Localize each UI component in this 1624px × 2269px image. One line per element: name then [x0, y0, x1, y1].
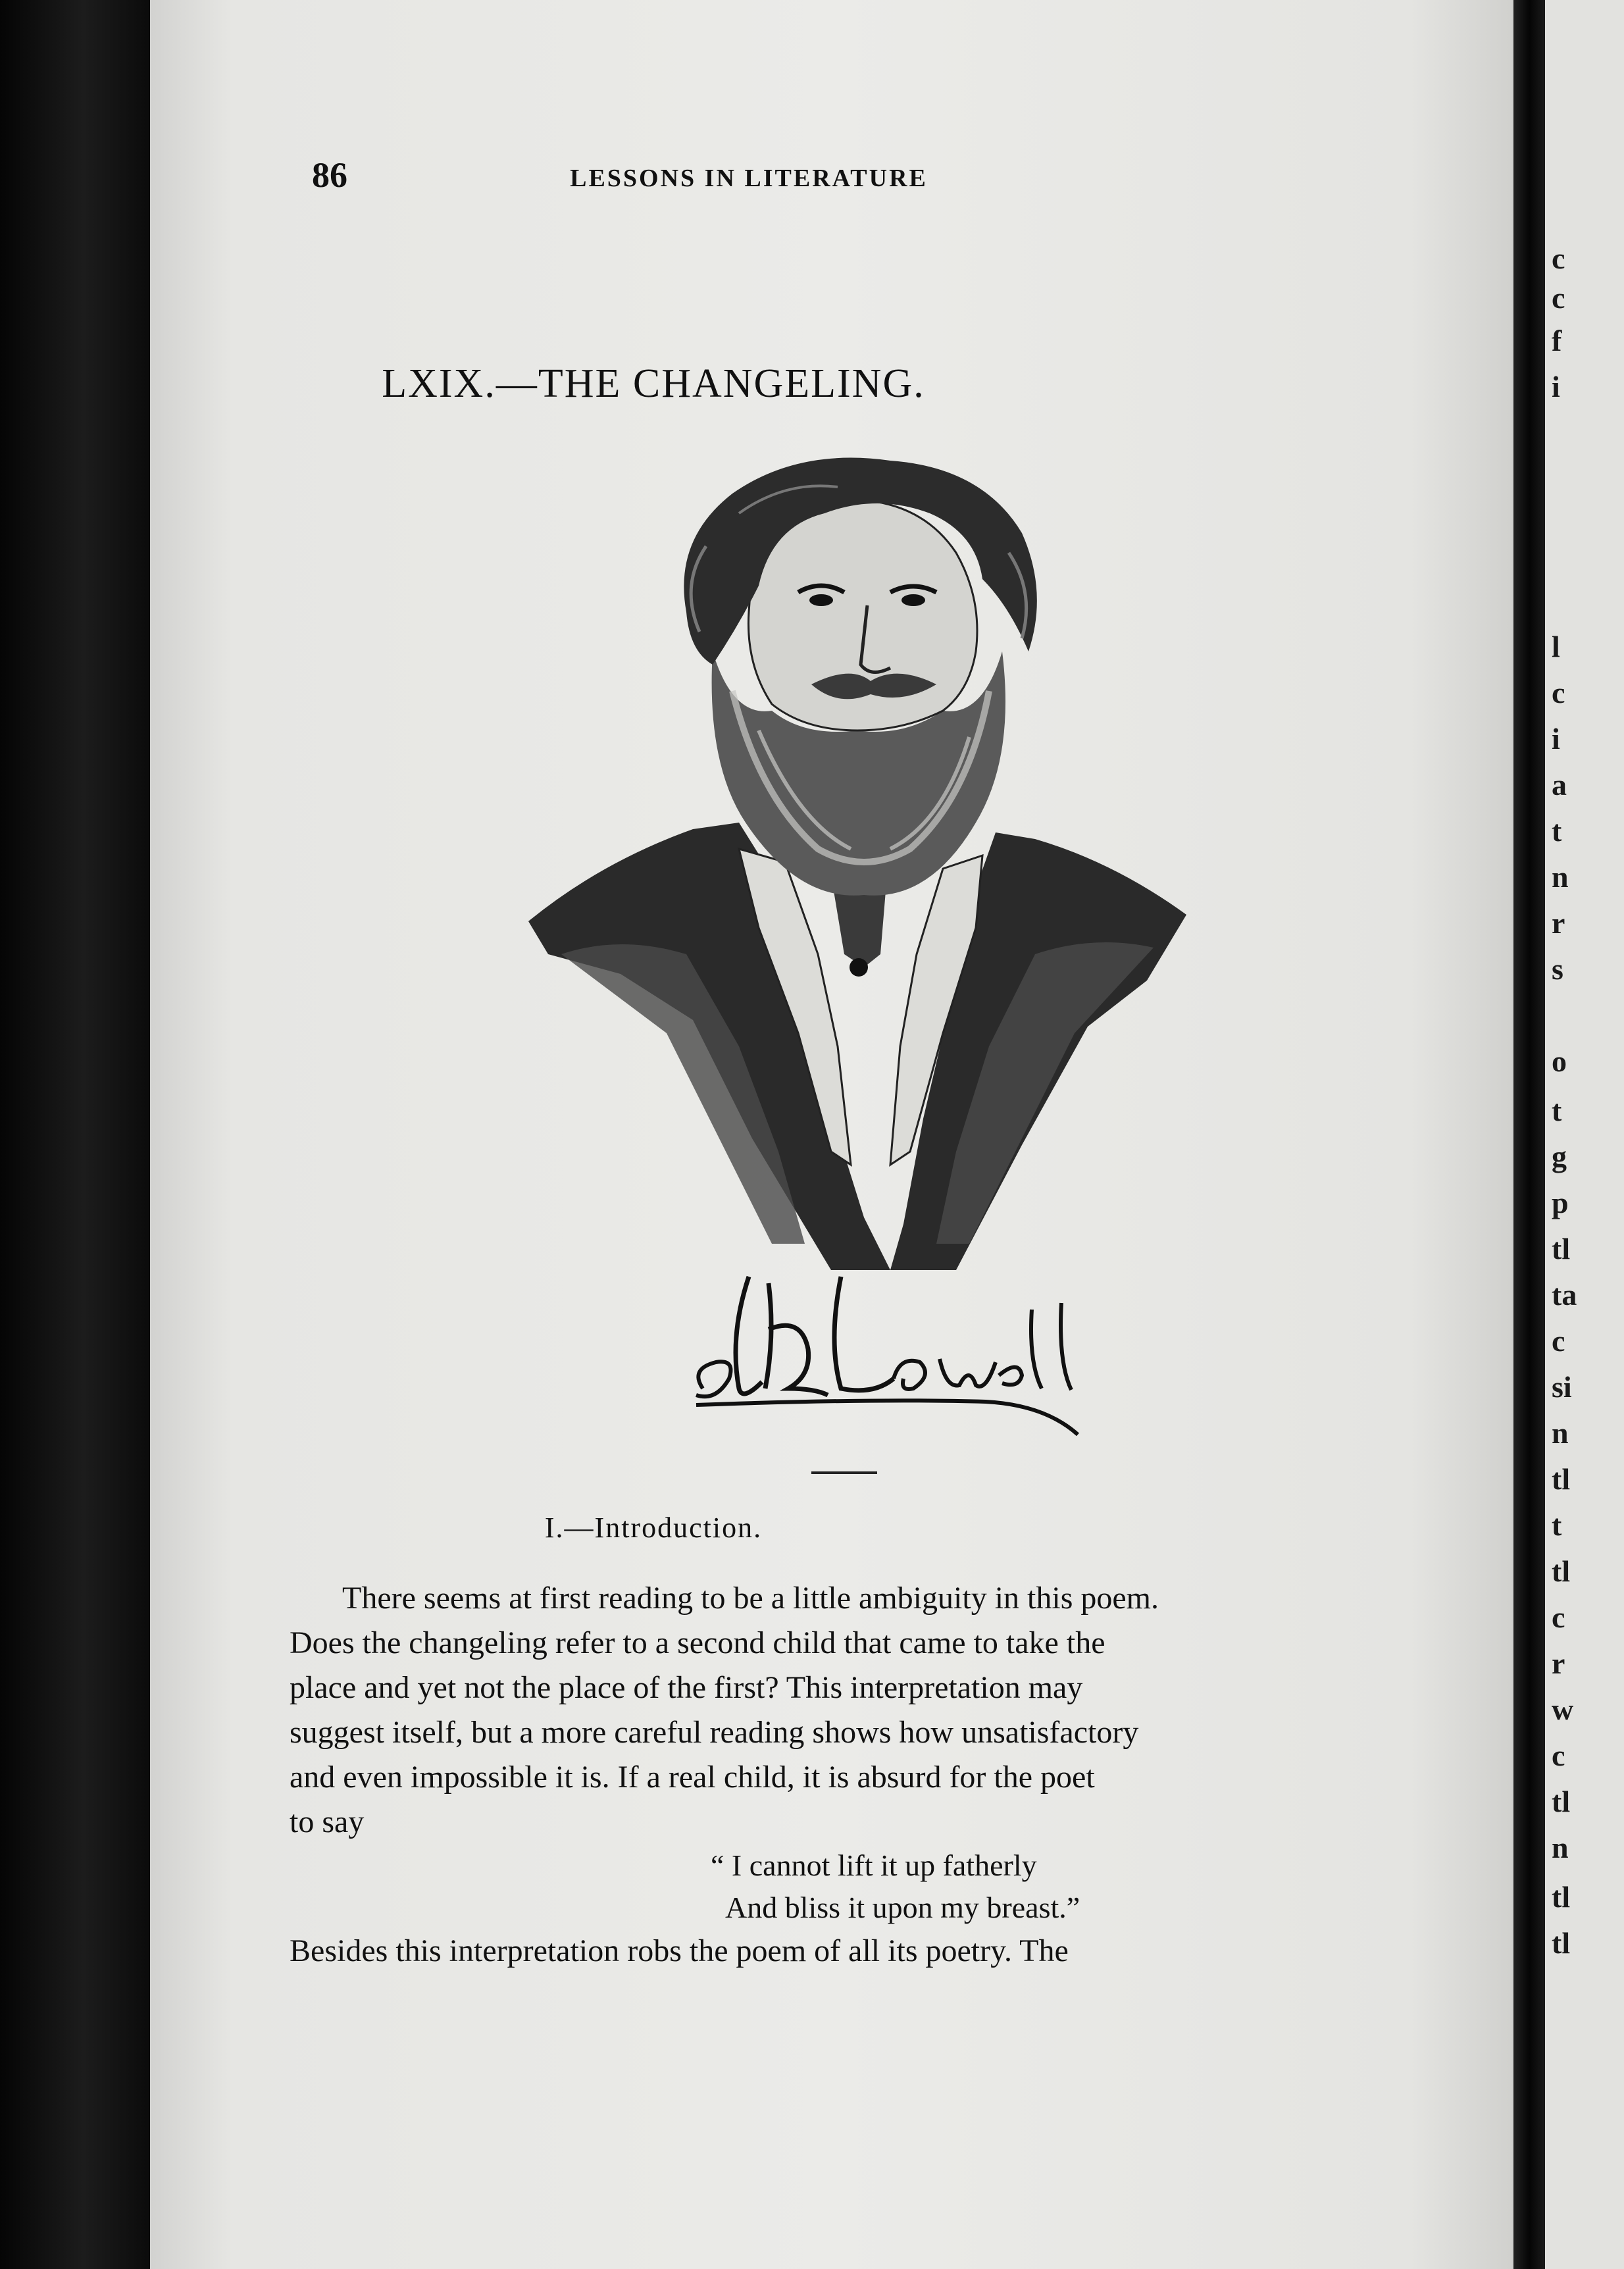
- next-page-fragment: t: [1552, 1094, 1562, 1127]
- next-page-edge: [1545, 0, 1624, 2269]
- next-page-fragment: c: [1552, 676, 1565, 709]
- lowell-portrait-engraving: [522, 454, 1193, 1270]
- body-line: suggest itself, but a more careful reading shows how unsatisfactory: [290, 1715, 1139, 1750]
- next-page-fragment: c: [1552, 281, 1565, 315]
- next-page-fragment: i: [1552, 722, 1560, 755]
- lowell-signature: [676, 1237, 1137, 1448]
- next-page-fragment: c: [1552, 1324, 1565, 1358]
- next-page-fragment: c: [1552, 242, 1565, 275]
- next-page-fragment: tl: [1552, 1880, 1571, 1914]
- book-spine-shadow: [0, 0, 151, 2269]
- next-page-fragment: tl: [1552, 1462, 1571, 1496]
- next-page-fragment: tl: [1552, 1232, 1571, 1265]
- next-page-fragment: c: [1552, 1739, 1565, 1772]
- next-page-fragment: ta: [1552, 1278, 1577, 1312]
- chapter-title: LXIX.—THE CHANGELING.: [382, 361, 925, 406]
- next-page-fragment: s: [1552, 952, 1563, 986]
- next-page-fragment: f: [1552, 324, 1562, 357]
- block-quote: [711, 1845, 1540, 1929]
- body-line: to say: [290, 1804, 365, 1839]
- body-text: [290, 1576, 1540, 1974]
- book-gutter: [1513, 0, 1545, 2269]
- page-number: 86: [312, 155, 347, 195]
- next-page-fragment: n: [1552, 1831, 1569, 1864]
- next-page-fragment: w: [1552, 1693, 1574, 1726]
- next-page-fragment: l: [1552, 630, 1560, 663]
- next-page-fragment: t: [1552, 1508, 1562, 1542]
- quote-line: “ I cannot lift it up fatherly: [711, 1848, 1037, 1882]
- next-page-fragment: o: [1552, 1044, 1567, 1078]
- next-page-fragment: r: [1552, 906, 1565, 940]
- next-page-fragment: n: [1552, 860, 1569, 894]
- section-divider: [811, 1471, 877, 1474]
- next-page-fragment: si: [1552, 1370, 1572, 1404]
- book-page: [150, 0, 1520, 2269]
- next-page-fragment: c: [1552, 1600, 1565, 1634]
- page-header: [150, 155, 1520, 201]
- body-line: and even impossible it is. If a real child, it is absurd for the poet: [290, 1760, 1095, 1795]
- body-line: place and yet not the place of the first? This interpretation may: [290, 1670, 1083, 1705]
- next-page-fragment: n: [1552, 1416, 1569, 1450]
- next-page-fragment: r: [1552, 1646, 1565, 1680]
- next-page-fragment: a: [1552, 768, 1567, 802]
- section-heading: I.—Introduction.: [544, 1512, 763, 1544]
- body-line: Besides this interpretation robs the poem of all its poetry. The: [290, 1933, 1069, 1968]
- next-page-fragment: tl: [1552, 1926, 1571, 1960]
- body-line: Does the changeling refer to a second child that came to take the: [290, 1625, 1105, 1660]
- next-page-fragment: i: [1552, 370, 1560, 403]
- next-page-fragment: tl: [1552, 1554, 1571, 1588]
- next-page-fragment: t: [1552, 814, 1562, 848]
- body-line: There seems at first reading to be a little ambiguity in this poem.: [342, 1581, 1159, 1616]
- next-page-fragment: tl: [1552, 1785, 1571, 1818]
- next-page-fragment: g: [1552, 1140, 1567, 1173]
- next-page-fragment: p: [1552, 1186, 1569, 1219]
- quote-line: And bliss it upon my breast.”: [725, 1891, 1080, 1924]
- running-title: LESSONS IN LITERATURE: [570, 165, 928, 192]
